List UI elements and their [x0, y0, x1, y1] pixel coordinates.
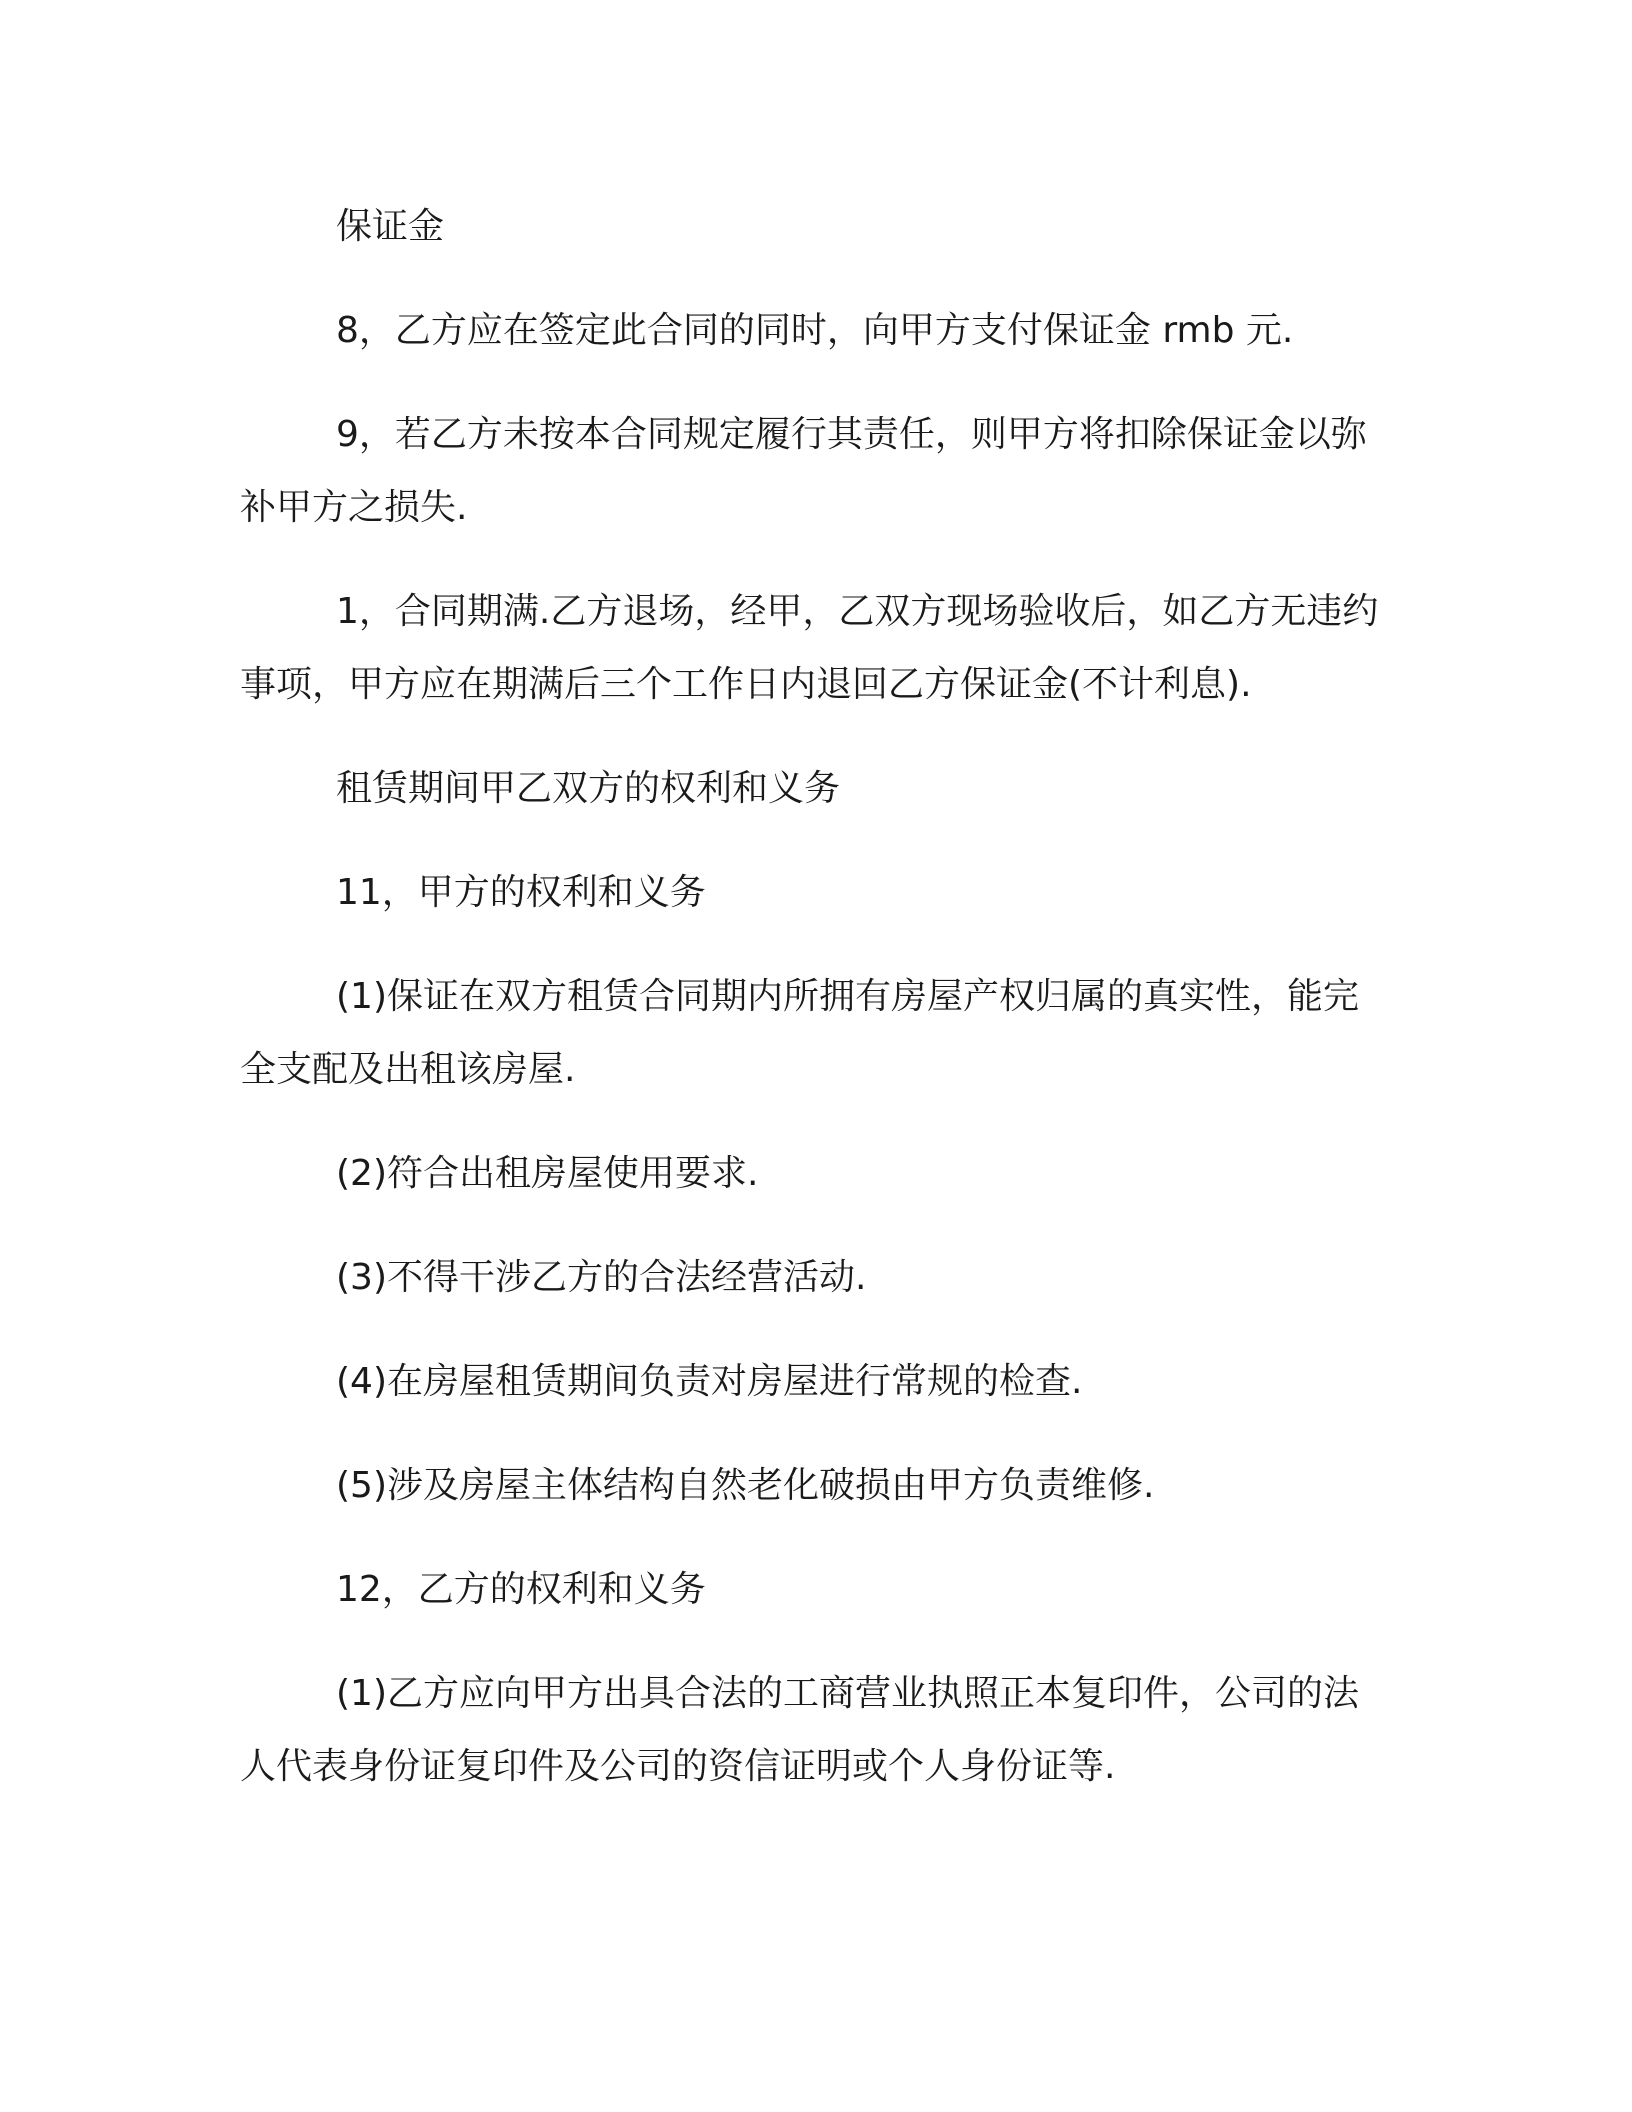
clause-8: 8，乙方应在签定此合同的同时，向甲方支付保证金 rmb 元. [336, 310, 1294, 351]
document-body [240, 190, 1390, 1834]
clause-9: 9，若乙方未按本合同规定履行其责任，则甲方将扣除保证金以弥补甲方之损失. [240, 414, 1367, 528]
clause-11-item-4: (4)在房屋租赁期间负责对房屋进行常规的检查. [336, 1361, 1083, 1402]
clause-11-item-3: (3)不得干涉乙方的合法经营活动. [336, 1257, 867, 1298]
clause-10: 1，合同期满.乙方退场，经甲，乙双方现场验收后，如乙方无违约事项，甲方应在期满后三个工作日内退回乙方保证金(不计利息). [240, 591, 1379, 705]
section-heading-rights: 租赁期间甲乙双方的权利和义务 [336, 768, 841, 809]
clause-11: 11，甲方的权利和义务 [336, 872, 706, 913]
section-heading-deposit: 保证金 [336, 206, 445, 247]
clause-12-item-1: (1)乙方应向甲方出具合法的工商营业执照正本复印件，公司的法人代表身份证复印件及公司的资信证明或个人身份证等. [240, 1673, 1359, 1787]
clause-11-item-2: (2)符合出租房屋使用要求. [336, 1153, 759, 1194]
clause-12: 12，乙方的权利和义务 [336, 1569, 706, 1610]
clause-11-item-5: (5)涉及房屋主体结构自然老化破损由甲方负责维修. [336, 1465, 1155, 1506]
clause-11-item-1: (1)保证在双方租赁合同期内所拥有房屋产权归属的真实性，能完全支配及出租该房屋. [240, 976, 1359, 1090]
